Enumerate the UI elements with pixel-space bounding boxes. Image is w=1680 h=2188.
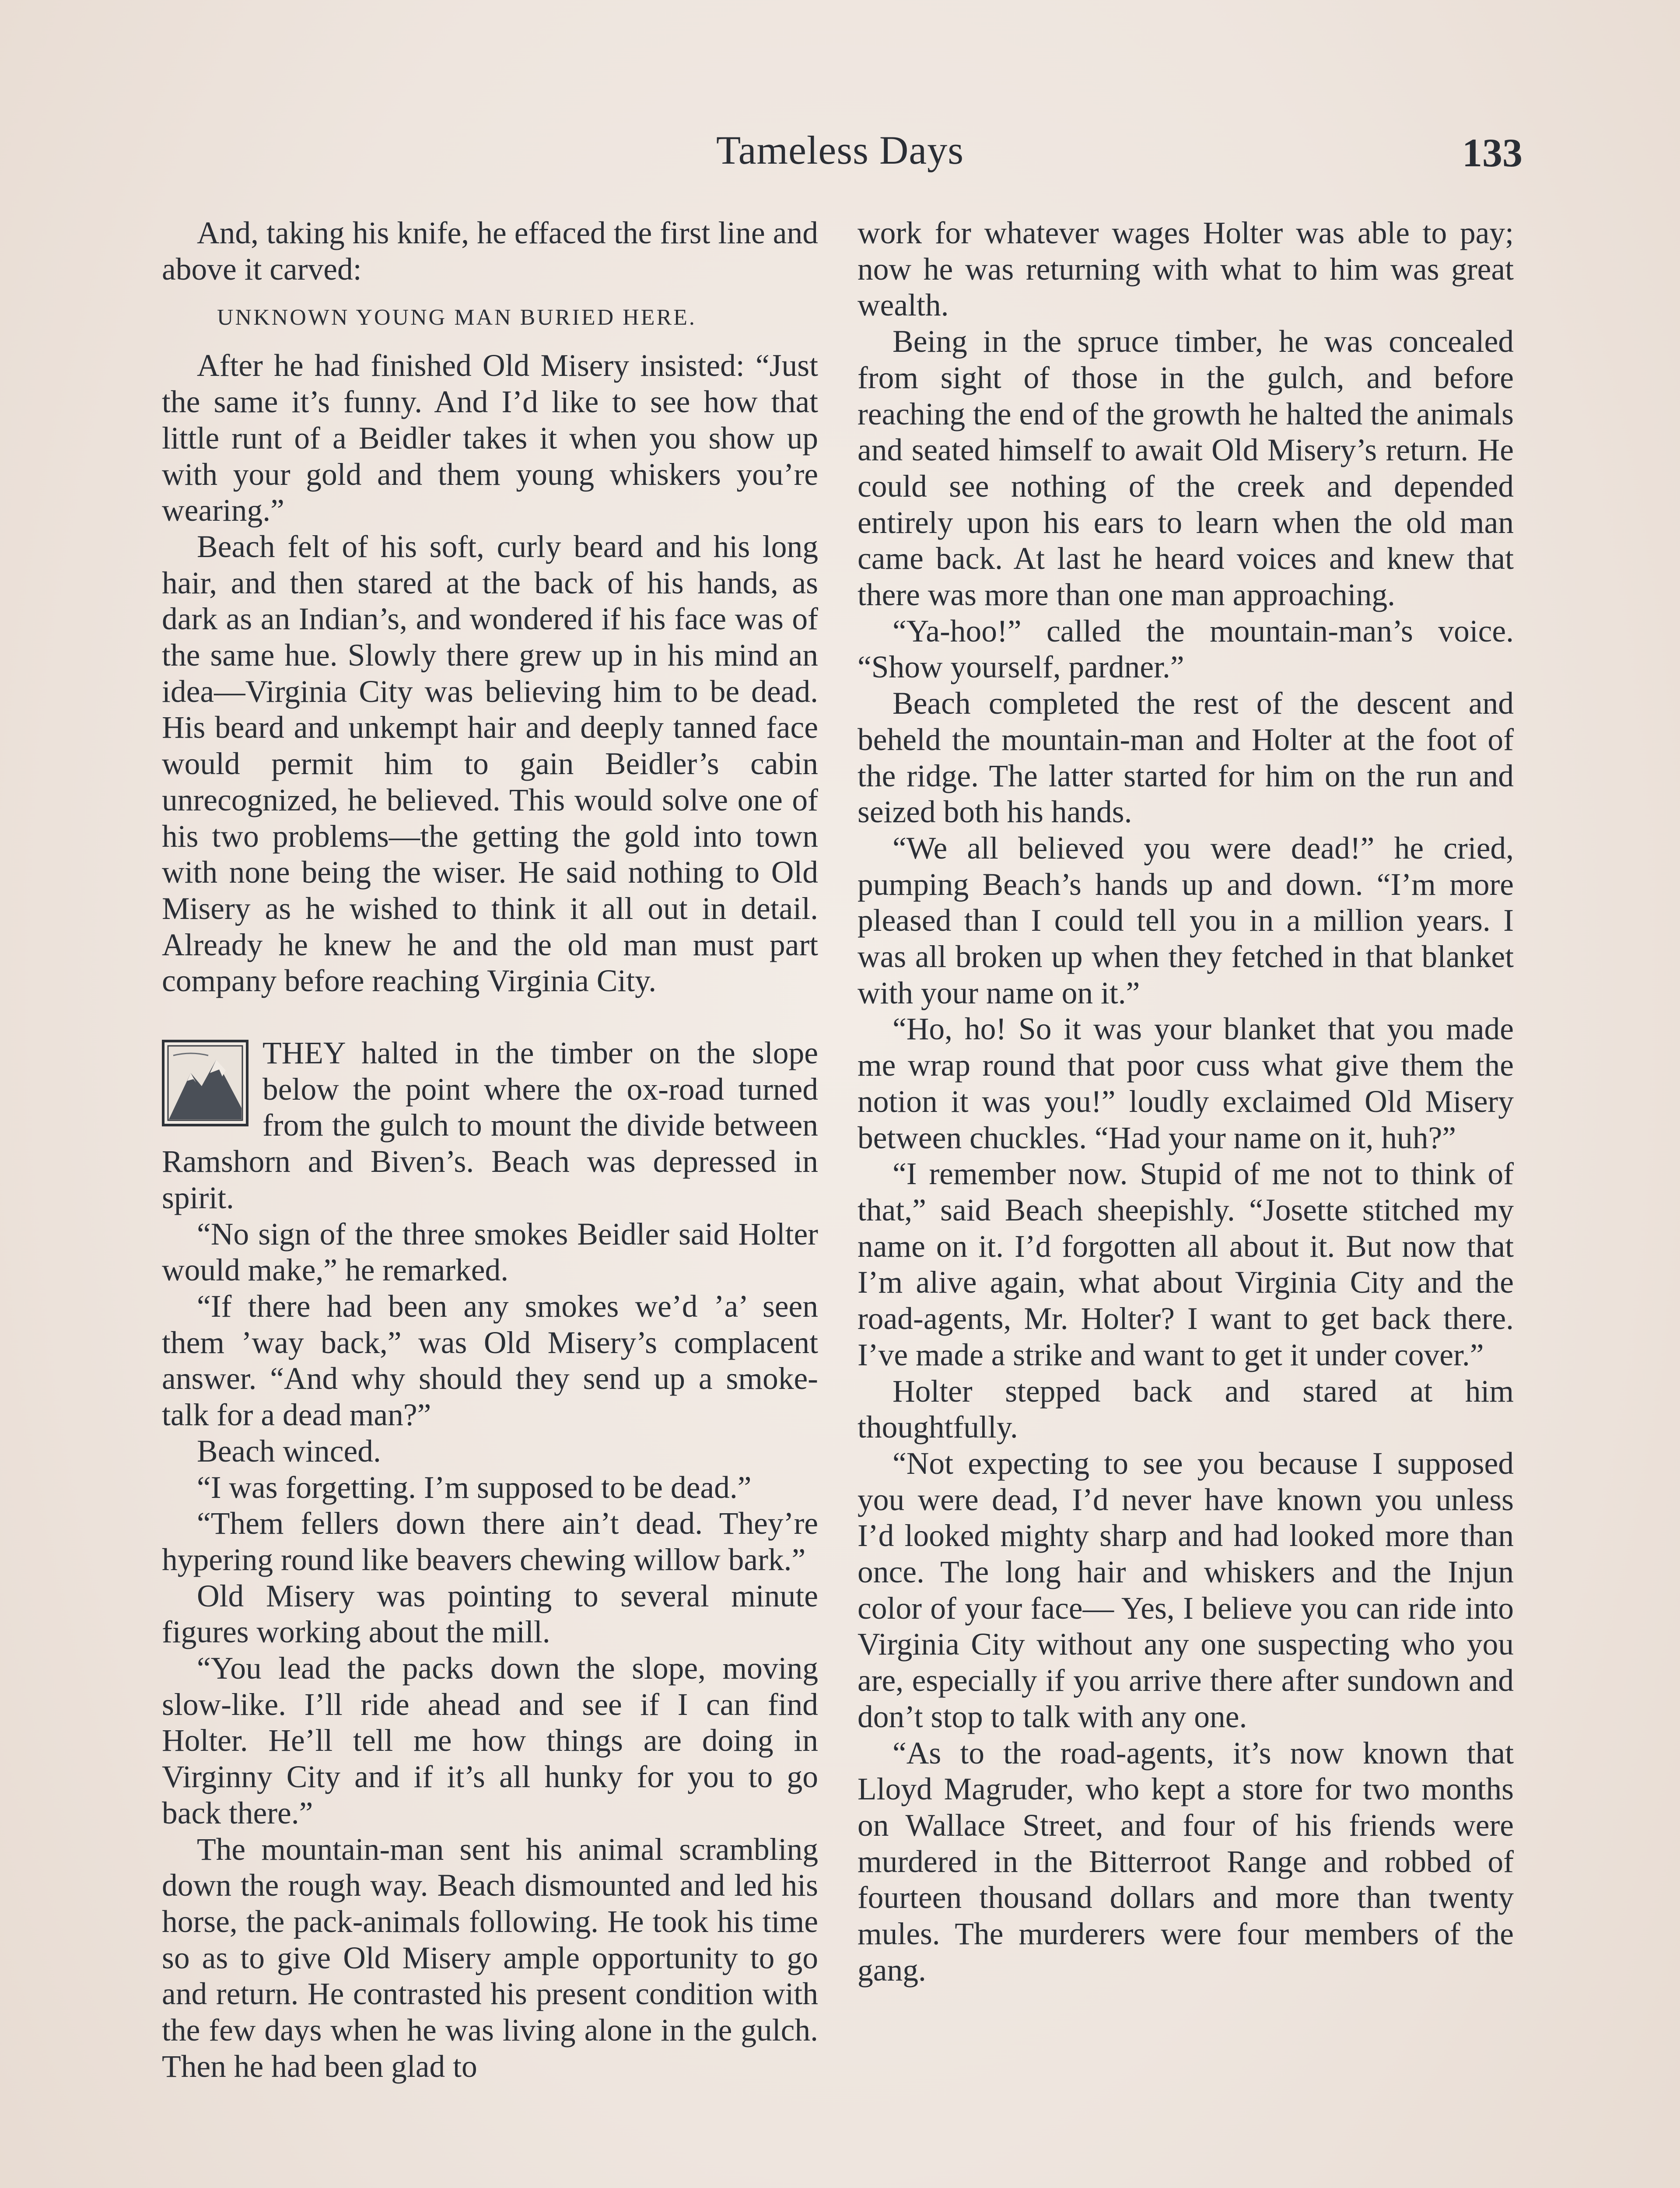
paragraph: “No sign of the three smokes Beidler said Holter would make,” he remarked. [162,1217,818,1288]
page-number: 133 [1462,130,1522,175]
paragraph: “If there had been any smokes we’d ’a’ seen them ’way back,” was Old Misery’s complacent answer. “And why should they send up a smoke-talk for a dead man?” [162,1289,818,1433]
paragraph: Being in the spruce timber, he was concealed from sight of those in the gulch, and before reaching the end of the growth he halted the animals and seated himself to await Old Misery’s return. He could see nothing of the creek and depended entirely upon his ears to learn when the old man came back. At last he heard voices and knew that there was more than one man approaching. [858,324,1514,613]
paragraph: The mountain-man sent his animal scrambling down the rough way. Beach dismounted and led his horse, the pack-animals following. He took his time so as to give Old Misery ample opportunity to go and return. He contrasted his present condition with the few days when he was living alone in the gulch. Then he had been glad to [162,1832,818,2084]
running-header-title: Tameless Days [716,128,964,172]
paragraph: Beach completed the rest of the descent and beheld the mountain-man and Holter at the foot of the ridge. The latter started for him on the run and seized both his hands. [858,686,1514,830]
paragraph: “Ya-hoo!” called the mountain-man’s voice. “Show yourself, pardner.” [858,614,1514,685]
paragraph: work for whatever wages Holter was able to pay; now he was returning with what to him was great wealth. [858,216,1514,323]
carved-inscription: UNKNOWN YOUNG MAN BURIED HERE. [217,305,696,330]
paragraph: Holter stepped back and stared at him thoughtfully. [858,1374,1514,1445]
paragraph: “Ho, ho! So it was your blanket that you made me wrap round that poor cuss what give them the notion it was you!” loudly exclaimed Old Misery between chuckles. “Had your name on it, huh?” [858,1012,1514,1155]
paragraph: “You lead the packs down the slope, moving slow-like. I’ll ride ahead and see if I can find Holter. He’ll tell me how things are doing in Virginny City and if it’s all hunky for you to go back there.” [162,1651,818,1830]
paragraph: “Not expecting to see you because I supposed you were dead, I’d never have known you unless I’d looked mighty sharp and had looked more than once. The long hair and whiskers and the Injun color of your face— Yes, I believe you can ride into Virginia City without any one suspecting who you are, especially if you arrive there after sundown and don’t stop to talk with any one. [858,1446,1514,1734]
paragraph: “We all believed you were dead!” he cried, pumping Beach’s hands up and down. “I’m more pleased than I could tell you in a million years. I was all broken up when they fetched in that blanket with your name on it.” [858,831,1514,1010]
right-column [858,215,1514,1988]
section-break [162,999,818,1035]
paragraph: Beach winced. [197,1434,381,1469]
paragraph: Old Misery was pointing to several minute figures working about the mill. [162,1578,818,1650]
section-opening-text: THEY halted in the timber on the slope below the point where the ox-road turned from the gulch to mount the divide between Ramshorn and Biven’s. Beach was depressed in spirit. [162,1036,818,1215]
paragraph: “I remember now. Stupid of me not to think of that,” said Beach sheepishly. “Josette stitched my name on it. I’d forgotten all about it. But now that I’m alive again, what about Virginia City and the road-agents, Mr. Holter? I want to get back there. I’ve made a strike and want to get it under cover.” [858,1157,1514,1372]
mountain-vignette-icon [162,1040,248,1126]
paragraph: Beach felt of his soft, curly beard and his long hair, and then stared at the back of his hands, as dark as an Indian’s, and wondered if his face was of the same hue. Slowly there grew up in his mind an idea—Virginia City was believing him to be dead. His beard and unkempt hair and deeply tanned face would permit him to gain Beidler’s cabin unrecognized, he believed. This would solve one of his two problems—the getting the gold into town with none being the wiser. He said nothing to Old Misery as he wished to think it all out in detail. Already he knew he and the old man must part company before reaching Virginia City. [162,529,818,999]
paragraph: “I was forgetting. I’m supposed to be dead.” [197,1470,752,1505]
left-column [162,215,818,2085]
paragraph: And, taking his knife, he effaced the first line and above it carved: [162,216,818,287]
paragraph: After he had finished Old Misery insisted: “Just the same it’s funny. And I’d like to see how that little runt of a Beidler takes it when you show up with your gold and them young whiskers you’re wearing.” [162,348,818,528]
section-opening-paragraph [162,1035,818,1217]
paragraph: “As to the road-agents, it’s now known that Lloyd Magruder, who kept a store for two months on Wallace Street, and four of his friends were murdered in the Bitterroot Range and robbed of fourteen thousand dollars and more than twenty mules. The murderers were four members of the gang. [858,1736,1514,1988]
paragraph: “Them fellers down there ain’t dead. They’re hypering round like beavers chewing willow bark.” [162,1506,818,1577]
